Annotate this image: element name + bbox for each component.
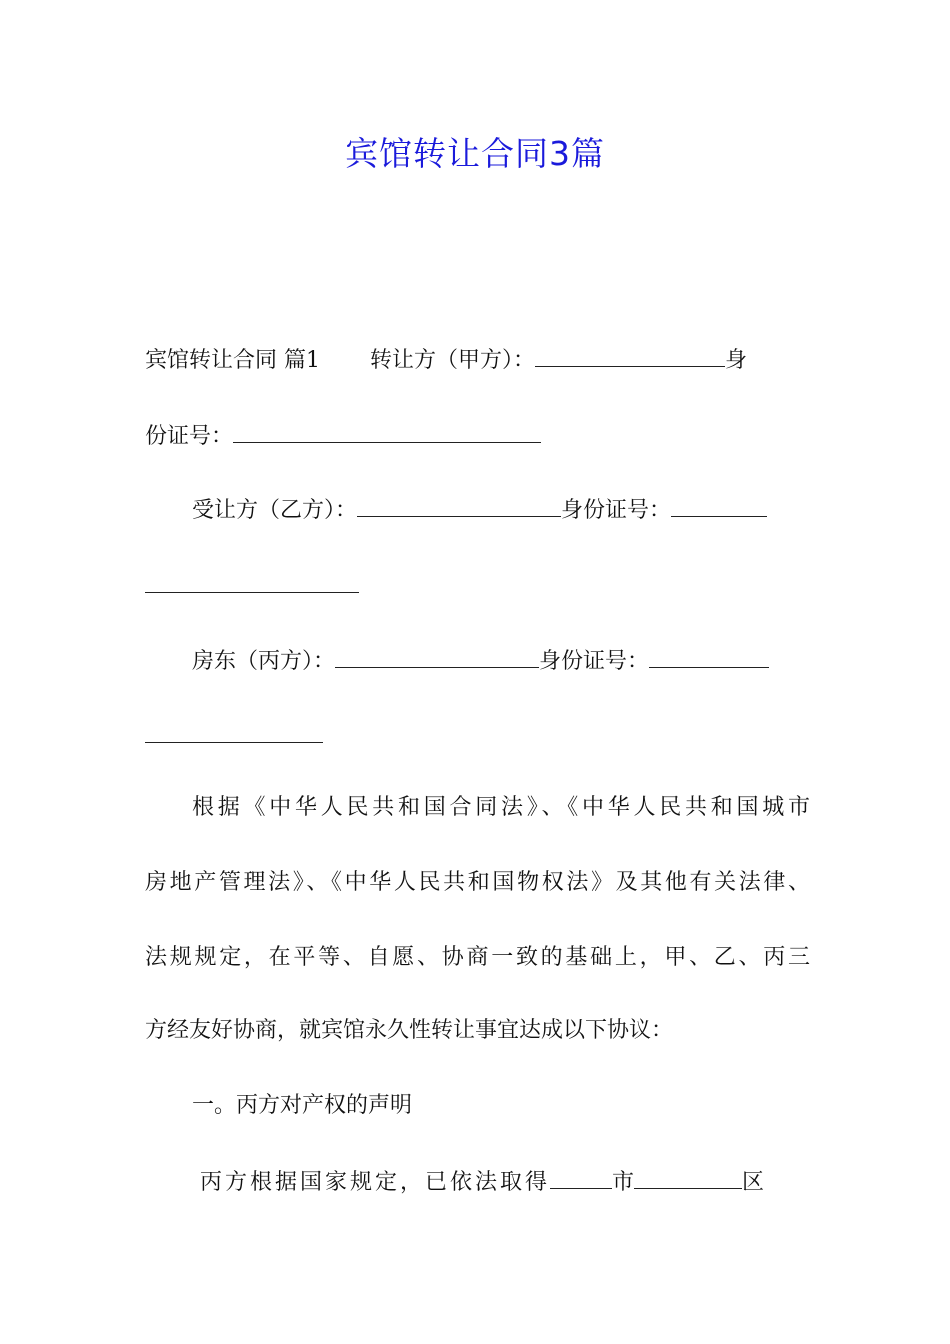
party-a-label: 转让方（甲方）： — [370, 348, 536, 373]
party-b-line — [192, 494, 810, 526]
party-b-id-label: 身份证号： — [561, 498, 672, 523]
preamble-line-2: 房地产管理法》、《中华人民共和国物权法》及其他有关法律、 — [145, 870, 810, 895]
clause-1-text-part2: 市 — [612, 1170, 635, 1195]
party-b-id-blank[interactable] — [671, 494, 767, 517]
party-b-label: 受让方（乙方）： — [192, 498, 358, 523]
party-c-id-blank-continued[interactable] — [145, 720, 323, 743]
city-blank[interactable] — [550, 1166, 612, 1189]
party-a-id-line — [145, 420, 810, 452]
party-b-id-blank-continued[interactable] — [145, 570, 359, 593]
party-c-id-blank[interactable] — [649, 645, 769, 668]
party-a-id-blank[interactable] — [233, 420, 541, 443]
clause-1-text-part3: 区 — [742, 1170, 765, 1195]
clause-1-text — [200, 1166, 810, 1198]
party-b-name-blank[interactable] — [357, 494, 561, 517]
party-c-name-blank[interactable] — [335, 645, 539, 668]
document-title: 宾馆转让合同3篇 — [345, 134, 605, 173]
party-c-id-continuation — [145, 720, 810, 752]
party-a-id-label-part1: 身 — [725, 348, 748, 373]
party-a-line — [145, 344, 810, 376]
party-c-id-label: 身份证号： — [539, 649, 650, 674]
section-heading: 宾馆转让合同 篇1 — [145, 348, 320, 373]
preamble-line-3: 法规规定，在平等、自愿、协商一致的基础上，甲、乙、丙三 — [145, 945, 810, 970]
party-a-id-label-part2: 份证号： — [145, 424, 234, 449]
clause-1-heading: 一。丙方对产权的声明 — [192, 1093, 413, 1118]
party-c-label: 房东（丙方）： — [192, 649, 336, 674]
party-b-id-continuation — [145, 570, 810, 602]
preamble-line-1: 根据《中华人民共和国合同法》、《中华人民共和国城市 — [192, 795, 810, 820]
party-c-line — [192, 645, 810, 677]
party-a-name-blank[interactable] — [535, 344, 725, 367]
preamble-line-4: 方经友好协商，就宾馆永久性转让事宜达成以下协议： — [145, 1018, 674, 1043]
district-blank[interactable] — [634, 1166, 742, 1189]
clause-1-text-part1: 丙方根据国家规定，已依法取得 — [200, 1170, 551, 1195]
